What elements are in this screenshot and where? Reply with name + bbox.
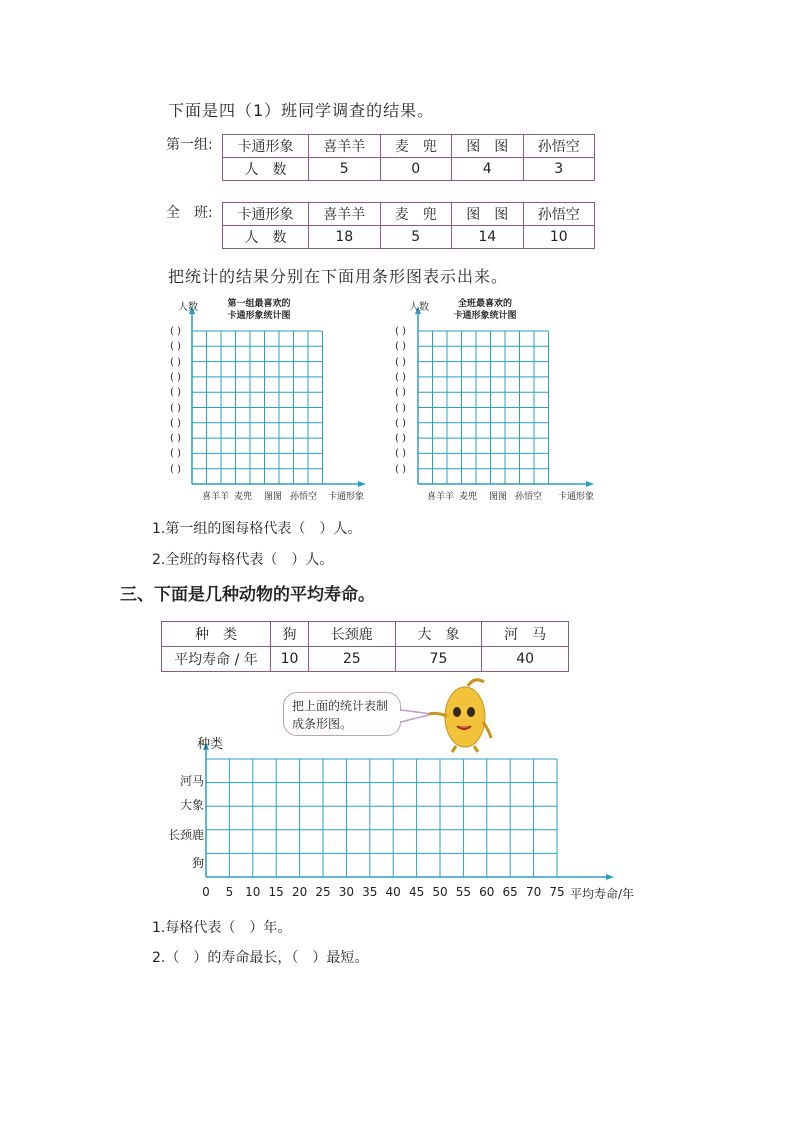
x-tick-label: 50 (432, 885, 448, 899)
axis-blank-paren: ( ) (395, 417, 406, 429)
class-table-label: 全 班: (166, 205, 213, 221)
animal-row-label: 大象 (179, 798, 204, 812)
right-chart-cat: 麦兜 (459, 492, 478, 502)
axis-blank-paren: ( ) (395, 448, 406, 460)
table-cell: 40 (482, 647, 569, 672)
axis-blank-paren: ( ) (170, 417, 181, 429)
x-axis-arrow (358, 481, 366, 487)
x-tick-label: 60 (479, 885, 495, 899)
axis-blank-paren: ( ) (170, 356, 181, 368)
table-cell: 18 (309, 226, 381, 249)
question-3-2: 2.（ ）的寿命最长，（ ）最短。 (152, 950, 369, 966)
table-cell: 4 (452, 158, 524, 181)
animal-row-label: 狗 (191, 856, 204, 870)
question-2: 2.全班的每格代表（ ）人。 (152, 552, 334, 568)
table-cell: 图 图 (452, 135, 524, 158)
table-cell: 麦 兜 (380, 135, 452, 158)
table-cell: 孙悟空 (523, 135, 595, 158)
table-cell: 卡通形象 (223, 203, 309, 226)
axis-blank-paren: ( ) (170, 371, 181, 383)
table-cell: 麦 兜 (380, 203, 452, 226)
x-tick-label: 0 (202, 885, 210, 899)
animal-row-label: 河马 (179, 774, 204, 788)
table-cell: 河 马 (482, 622, 569, 647)
left-chart-x-word: 卡通形象 (328, 492, 365, 502)
table-cell: 5 (380, 226, 452, 249)
table-cell: 大 象 (395, 622, 482, 647)
intro-text: 下面是四（1）班同学调查的结果。 (168, 101, 435, 120)
table-cell: 5 (309, 158, 381, 181)
animal-chart-x-word: 平均寿命/年 (570, 887, 635, 901)
right-chart-title-line1: 全班最喜欢的 (457, 299, 512, 309)
axis-blank-paren: ( ) (170, 463, 181, 475)
table-cell: 10 (523, 226, 595, 249)
table-cell: 卡通形象 (223, 135, 309, 158)
table-cell: 10 (271, 647, 309, 672)
axis-blank-paren: ( ) (395, 341, 406, 353)
table-cell: 长颈鹿 (308, 622, 395, 647)
table-cell: 图 图 (452, 203, 524, 226)
animal-row-label: 长颈鹿 (167, 828, 204, 842)
x-tick-label: 20 (291, 885, 308, 899)
right-chart-cat: 孙悟空 (515, 492, 543, 502)
left-chart-grid (189, 306, 366, 487)
axis-blank-paren: ( ) (395, 433, 406, 445)
x-tick-label: 70 (525, 885, 542, 899)
table-cell: 3 (523, 158, 595, 181)
speech-bubble: 把上面的统计表制成条形图。 (283, 692, 401, 736)
question-1: 1.第一组的图每格代表（ ）人。 (152, 521, 362, 537)
right-chart-y-word: 人数 (409, 302, 429, 313)
table-row (162, 647, 569, 672)
left-chart-title-line2: 卡通形象统计图 (227, 311, 291, 321)
left-chart-cat: 喜羊羊 (202, 492, 230, 502)
right-chart-cat: 喜羊羊 (427, 492, 455, 502)
table-cell: 狗 (271, 622, 309, 647)
table-cell: 人 数 (223, 158, 309, 181)
right-chart-title-line2: 卡通形象统计图 (453, 311, 517, 321)
animal-chart-y-word: 种类 (197, 737, 224, 752)
left-chart-title (214, 298, 304, 322)
table-cell: 喜羊羊 (309, 203, 381, 226)
table-cell: 14 (452, 226, 524, 249)
table-cell: 种 类 (162, 622, 271, 647)
table-cell: 平均寿命 / 年 (162, 647, 271, 672)
x-tick-label: 65 (502, 885, 518, 899)
group-table-label: 第一组: (166, 137, 213, 153)
x-tick-label: 10 (245, 885, 261, 899)
axis-blank-paren: ( ) (170, 387, 181, 399)
animal-chart-grid (203, 742, 614, 880)
axis-blank-paren: ( ) (170, 402, 181, 414)
x-tick-label: 15 (268, 885, 284, 899)
table-cell: 0 (380, 158, 452, 181)
axis-blank-paren: ( ) (395, 326, 406, 337)
axis-blank-paren: ( ) (170, 326, 181, 337)
table-cell: 孙悟空 (523, 203, 595, 226)
x-tick-label: 25 (315, 885, 331, 899)
axis-blank-paren: ( ) (170, 341, 181, 353)
x-tick-label: 30 (338, 885, 355, 899)
right-chart-title (440, 298, 530, 322)
axis-blank-paren: ( ) (395, 387, 406, 399)
table-cell: 人 数 (223, 226, 309, 249)
right-chart-cat: 图图 (489, 492, 508, 502)
table-cell: 75 (395, 647, 482, 672)
right-chart-grid (415, 306, 594, 487)
left-chart-cat: 麦兜 (234, 492, 253, 502)
x-tick-label: 5 (225, 885, 234, 899)
axis-blank-paren: ( ) (170, 448, 181, 460)
animal-table (161, 621, 569, 672)
x-axis-arrow (586, 481, 594, 487)
left-chart-cat: 孙悟空 (290, 492, 318, 502)
question-3-1: 1.每格代表（ ）年。 (152, 920, 292, 936)
section3-title: 三、下面是几种动物的平均寿命。 (120, 585, 375, 605)
x-tick-label: 75 (549, 885, 565, 899)
table-cell: 喜羊羊 (309, 135, 381, 158)
table-cell: 25 (308, 647, 395, 672)
axis-blank-paren: ( ) (395, 371, 406, 383)
axis-blank-paren: ( ) (395, 402, 406, 414)
x-tick-label: 55 (455, 885, 472, 899)
table-row (162, 622, 569, 647)
left-chart-cat: 图图 (264, 492, 283, 502)
x-axis-arrow (606, 874, 614, 880)
x-tick-label: 45 (408, 885, 425, 899)
instruction-text: 把统计的结果分别在下面用条形图表示出来。 (168, 267, 509, 286)
axis-blank-paren: ( ) (170, 433, 181, 445)
axis-blank-paren: ( ) (395, 463, 406, 475)
x-tick-label: 35 (362, 885, 378, 899)
left-chart-y-word: 人数 (178, 302, 198, 313)
left-chart-title-line1: 第一组最喜欢的 (227, 299, 291, 309)
right-chart-x-word: 卡通形象 (558, 492, 595, 502)
axis-blank-paren: ( ) (395, 356, 406, 368)
x-tick-label: 40 (385, 885, 401, 899)
